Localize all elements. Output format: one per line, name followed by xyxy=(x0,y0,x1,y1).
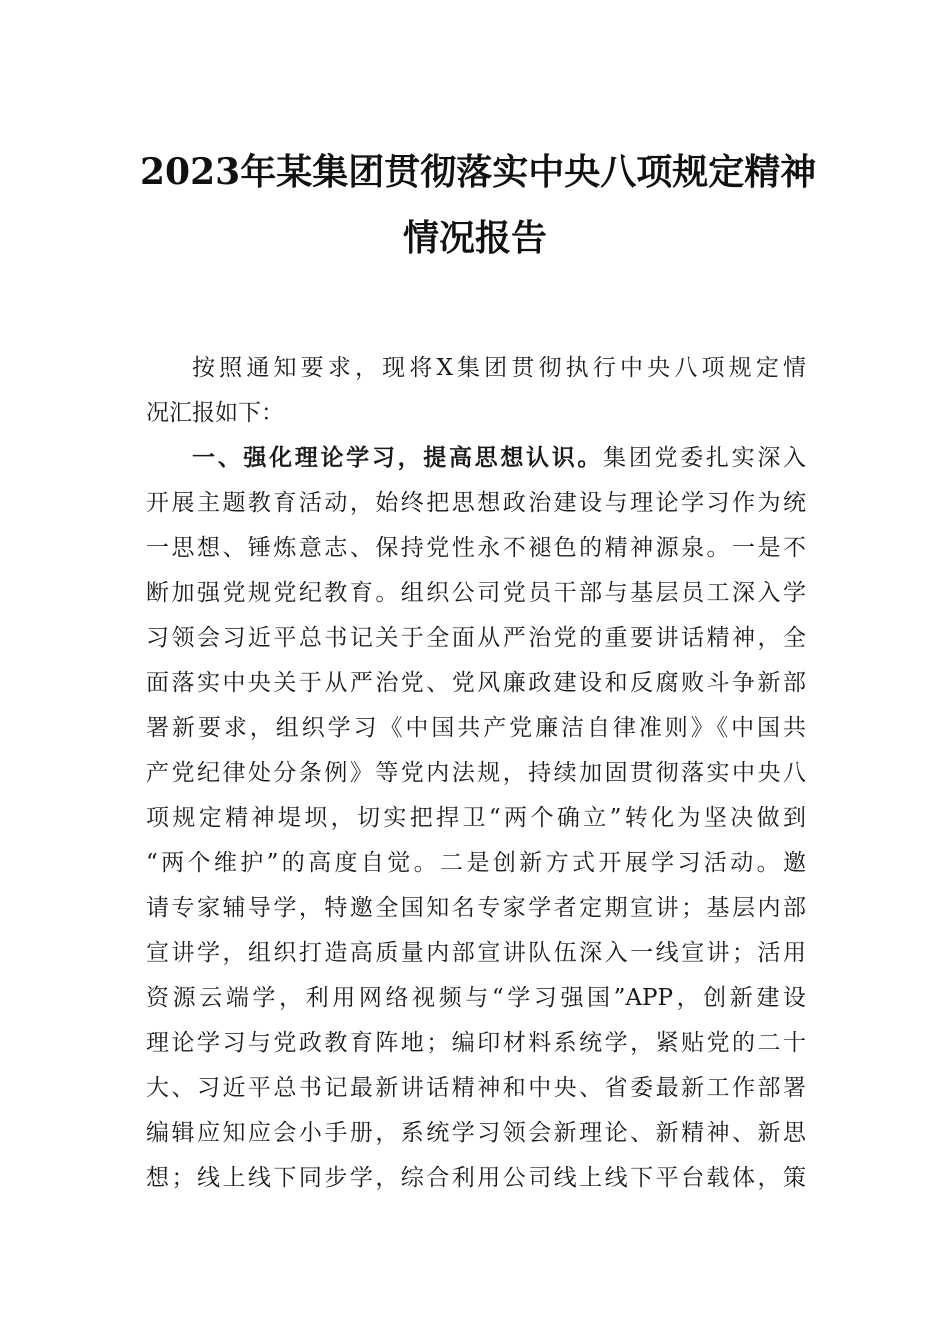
body-line xyxy=(146,841,806,886)
body-line xyxy=(146,886,806,931)
body-line-text: 大、习近平总书记最新讲话精神和中央、省委最新工作部署 xyxy=(146,1075,806,1101)
body-line xyxy=(146,706,806,751)
body-line-text: 按照通知要求，现将X集团贯彻执行中央八项规定情 xyxy=(192,355,806,381)
body-line-text: 想；线上线下同步学，综合利用公司线上线下平台载体，策 xyxy=(146,1165,806,1191)
body-line-text: 习领会习近平总书记关于全面从严治党的重要讲话精神，全 xyxy=(146,625,806,651)
body-line-text: 理论学习与党政教育阵地；编印材料系统学，紧贴党的二十 xyxy=(146,1030,806,1056)
body-line xyxy=(146,481,806,526)
body-line xyxy=(146,571,806,616)
body-line xyxy=(146,1021,806,1066)
body-line-text: 项规定精神堤坝，切实把捍卫“两个确立”转化为坚决做到 xyxy=(146,805,806,831)
body-line xyxy=(146,796,806,841)
document-title-line-2: 情况报告 xyxy=(402,217,547,259)
body-line-text: 资源云端学，利用网络视频与“学习强国”APP，创新建设 xyxy=(146,985,806,1011)
body-line-text: 编辑应知应会小手册，系统学习领会新理论、新精神、新思 xyxy=(146,1120,806,1146)
body-line-text: 开展主题教育活动，始终把思想政治建设与理论学习作为统 xyxy=(146,490,806,516)
body-line-text: 一思想、锤炼意志、保持党性永不褪色的精神源泉。一是不 xyxy=(146,535,806,561)
body-line-text: “两个维护”的高度自觉。二是创新方式开展学习活动。邀 xyxy=(146,850,806,876)
body-line xyxy=(146,346,806,391)
body-line xyxy=(146,1066,806,1111)
body-line xyxy=(146,436,806,481)
body-line-text: 况汇报如下： xyxy=(146,400,284,426)
body-line-text: 请专家辅导学，特邀全国知名专家学者定期宣讲；基层内部 xyxy=(146,895,806,921)
body-line-text: 产党纪律处分条例》等党内法规，持续加固贯彻落实中央八 xyxy=(146,760,806,786)
body-line xyxy=(146,1156,806,1201)
body-line-text: 面落实中央关于从严治党、党风廉政建设和反腐败斗争新部 xyxy=(146,670,806,696)
body-line-text: 集团党委扎实深入 xyxy=(603,445,806,471)
body-line-text: 署新要求，组织学习《中国共产党廉洁自律准则》《中国共 xyxy=(146,715,806,741)
body-line xyxy=(146,751,806,796)
body-line xyxy=(146,526,806,571)
body-line xyxy=(146,1111,806,1156)
section-heading: 一、强化理论学习，提高思想认识。 xyxy=(192,445,604,471)
document-title-line-1: 2023年某集团贯彻落实中央八项规定精神 xyxy=(140,151,817,193)
document-body xyxy=(146,346,806,1201)
body-line xyxy=(146,931,806,976)
body-line xyxy=(146,661,806,706)
body-line-text: 宣讲学，组织打造高质量内部宣讲队伍深入一线宣讲；活用 xyxy=(146,940,806,966)
body-line xyxy=(146,391,806,436)
body-line xyxy=(146,616,806,661)
body-line-text: 断加强党规党纪教育。组织公司党员干部与基层员工深入学 xyxy=(146,580,806,606)
body-line xyxy=(146,976,806,1021)
